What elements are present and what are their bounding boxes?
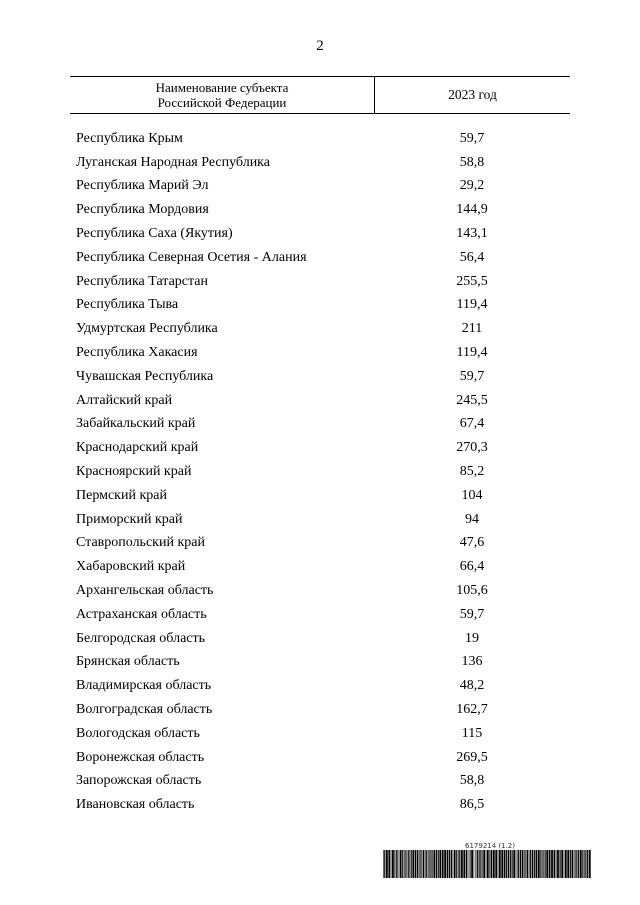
subject-name: Республика Татарстан (76, 273, 209, 289)
subject-value: 67,4 (459, 416, 485, 432)
subject-name: Республика Саха (Якутия) (76, 226, 233, 242)
subject-name: Волгоградская область (76, 702, 213, 718)
table-row (70, 579, 570, 603)
subject-name: Республика Крым (76, 130, 183, 146)
subject-value: 48,2 (459, 678, 485, 694)
subject-value: 270,3 (456, 440, 488, 456)
table-row (70, 555, 570, 579)
table-row (70, 460, 570, 484)
subject-name: Ставропольский край (76, 535, 205, 551)
subject-value: 59,7 (459, 606, 485, 622)
table-row (70, 413, 570, 437)
subject-value: 245,5 (456, 392, 488, 408)
subject-name: Луганская Народная Республика (76, 154, 270, 170)
table-row (70, 270, 570, 294)
table-row (70, 627, 570, 651)
table-row (70, 389, 570, 413)
subject-name: Республика Марий Эл (76, 178, 209, 194)
subject-name: Алтайский край (76, 392, 173, 408)
subject-name: Хабаровский край (76, 559, 186, 575)
subject-name: Республика Тыва (76, 297, 179, 313)
table-row (70, 341, 570, 365)
subject-value: 105,6 (456, 583, 488, 599)
table-row (70, 508, 570, 532)
subject-value: 162,7 (456, 702, 488, 718)
document-code: 6179214 (1.2) (465, 842, 515, 850)
subject-name: Удмуртская Республика (76, 321, 218, 337)
table-row (70, 127, 570, 151)
page-number: 2 (316, 38, 324, 54)
table-row (70, 770, 570, 794)
subject-name: Республика Мордовия (76, 202, 209, 218)
subject-name: Краснодарский край (76, 440, 199, 456)
subject-value: 119,4 (456, 297, 488, 313)
subject-name: Забайкальский край (76, 416, 196, 432)
table-row (70, 484, 570, 508)
subject-value: 19 (465, 630, 479, 646)
table-row (70, 603, 570, 627)
subject-value: 211 (461, 321, 483, 337)
table-row (70, 317, 570, 341)
column-header-subject-line1: Наименование субъекта (155, 80, 289, 95)
subject-value: 58,8 (459, 154, 485, 170)
subject-name: Ивановская область (76, 797, 195, 813)
table-row (70, 365, 570, 389)
subject-value: 59,7 (459, 368, 485, 384)
table-row (70, 222, 570, 246)
subject-name: Пермский край (76, 487, 167, 503)
table-row (70, 436, 570, 460)
subject-name: Белгородская область (76, 630, 206, 646)
subject-name: Республика Хакасия (76, 345, 198, 361)
table-row (70, 722, 570, 746)
table-row (70, 793, 570, 817)
table-row (70, 698, 570, 722)
table-row (70, 198, 570, 222)
subject-value: 136 (461, 654, 483, 670)
subject-name: Владимирская область (76, 678, 212, 694)
subject-name: Красноярский край (76, 464, 192, 480)
subject-value: 269,5 (456, 749, 488, 765)
subject-value: 29,2 (459, 178, 485, 194)
subject-name: Астраханская область (76, 606, 207, 622)
subject-name: Запорожская область (76, 773, 202, 789)
column-header-year: 2023 год (448, 87, 497, 102)
column-header-subject-line2: Российской Федерации (157, 95, 287, 110)
table-row (70, 651, 570, 675)
subject-value: 115 (461, 725, 483, 741)
subject-name: Воронежская область (76, 749, 205, 765)
subject-value: 59,7 (459, 130, 485, 146)
table-row (70, 746, 570, 770)
barcode-image (383, 850, 593, 878)
subject-name: Архангельская область (76, 583, 214, 599)
table-row (70, 246, 570, 270)
subject-name: Чувашская Республика (76, 368, 214, 384)
table-row (70, 674, 570, 698)
column-header-subject (70, 77, 375, 113)
table-row (70, 175, 570, 199)
subject-value: 143,1 (456, 226, 488, 242)
table-row (70, 151, 570, 175)
subject-value: 94 (465, 511, 479, 527)
subject-value: 86,5 (459, 797, 485, 813)
table-row (70, 532, 570, 556)
subject-value: 47,6 (459, 535, 485, 551)
table-body (70, 127, 570, 817)
subject-name: Вологодская область (76, 725, 200, 741)
table-header (70, 76, 570, 114)
subject-value: 66,4 (459, 559, 485, 575)
subject-value: 144,9 (456, 202, 488, 218)
subject-value: 85,2 (459, 464, 485, 480)
subject-name: Брянская область (76, 654, 180, 670)
subject-value: 56,4 (459, 249, 485, 265)
table-row (70, 294, 570, 318)
subject-value: 58,8 (459, 773, 485, 789)
subject-value: 255,5 (456, 273, 488, 289)
subject-name: Приморский край (76, 511, 183, 527)
subject-value: 119,4 (456, 345, 488, 361)
subject-name: Республика Северная Осетия - Алания (76, 249, 307, 265)
subject-value: 104 (461, 487, 483, 503)
